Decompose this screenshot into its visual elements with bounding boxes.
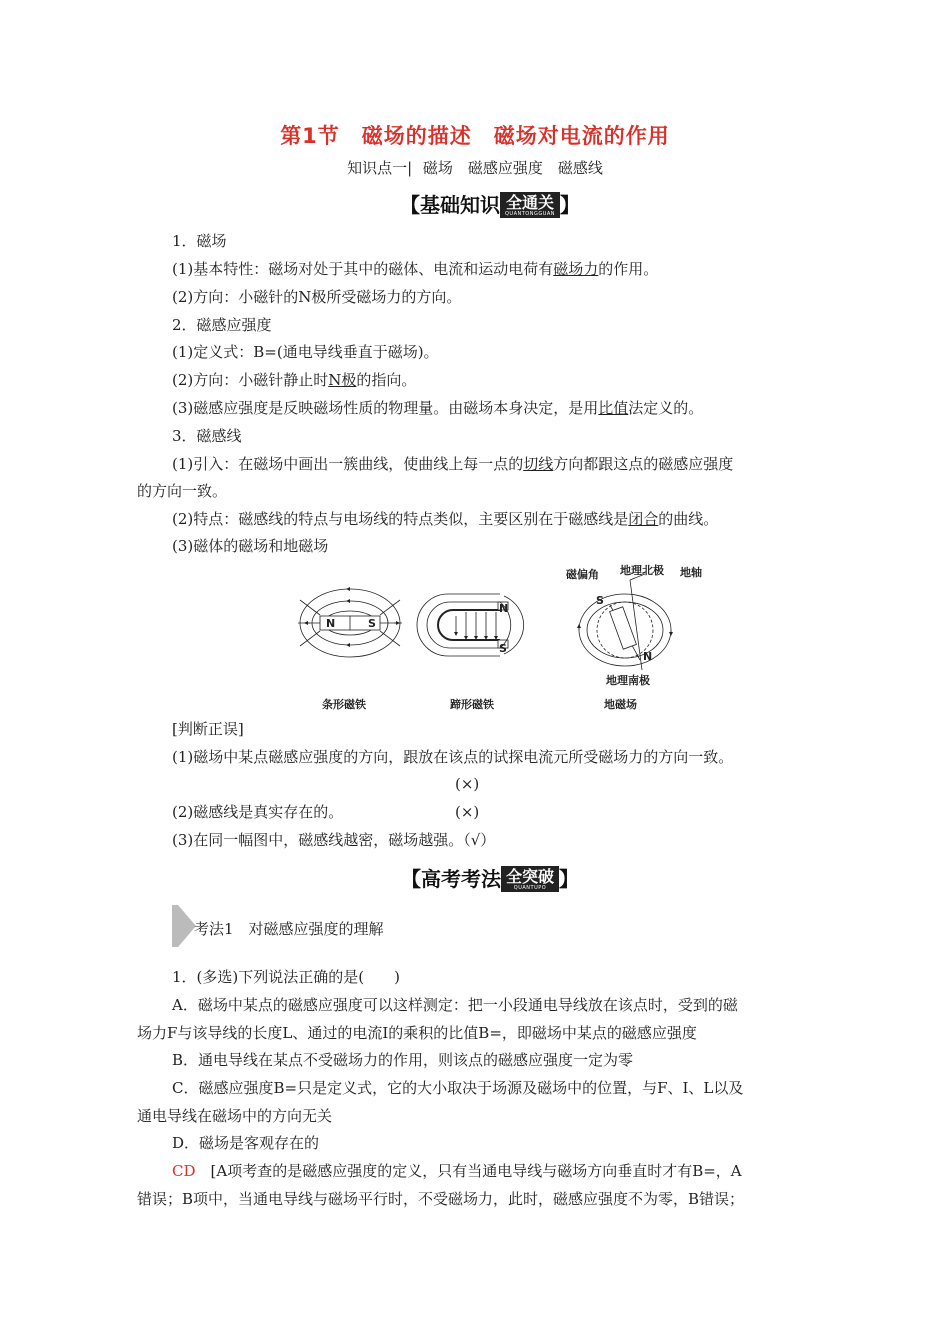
banner-tag <box>500 192 560 218</box>
text-line <box>172 454 862 474</box>
banner-tag-pinyin: QUANTUPO <box>513 884 547 891</box>
judge-answer-2: (×) <box>455 803 480 821</box>
option-c-line-2: 通电导线在磁场中的方向无关 <box>137 1107 333 1125</box>
banner-tag <box>501 866 559 892</box>
text-span: (1)基本特性：磁场对处于其中的磁体、电流和运动电荷有 <box>172 260 554 278</box>
banner-exam-methods <box>385 862 595 892</box>
method-heading <box>172 905 412 947</box>
text-span: 的作用。 <box>598 260 659 278</box>
text-line <box>172 398 862 418</box>
explanation-line-2: 错误；B项中，当通电导线与磁场平行时，不受磁场力，此时，磁感应强度不为零，B错误； <box>137 1190 745 1208</box>
banner-end: 】 <box>560 192 581 217</box>
text-line <box>172 509 862 529</box>
underlined-answer: 比值 <box>598 399 629 417</box>
banner-main-text: 【高考考法 <box>400 866 501 891</box>
answer-key: CD <box>172 1162 196 1180</box>
section-subtitle: 知识点一| 磁场 磁感应强度 磁感线 <box>347 159 603 177</box>
text-line: 的方向一致。 <box>137 482 228 500</box>
banner-tag-text: 全突破 <box>505 866 554 886</box>
text-span: (2)方向：小磁针静止时 <box>172 371 329 389</box>
bar-magnet-diagram <box>298 589 402 657</box>
banner-main-text: 【基础知识 <box>399 192 500 217</box>
text-span: (1)引入：在磁场中画出一簇曲线，使曲线上每一点的 <box>172 455 524 473</box>
caption-horseshoe-magnet: 蹄形磁铁 <box>450 698 494 711</box>
text-line: (2)方向：小磁针的N极所受磁场力的方向。 <box>172 288 462 306</box>
text-line: (3)磁体的磁场和地磁场 <box>172 537 329 555</box>
heading-induction-intensity: 2．磁感应强度 <box>172 316 272 334</box>
option-a-line-2: 场力F与该导线的长度L、通过的电流I的乘积的比值B=，即磁场中某点的磁感应强度 <box>137 1024 697 1042</box>
question-stem: 1．(多选)下列说法正确的是( ) <box>172 968 400 986</box>
text-line <box>172 370 862 390</box>
underlined-answer: 切线 <box>523 455 554 473</box>
option-c-line-1: C．磁感应强度B=只是定义式，它的大小取决于场源及磁场中的位置，与F、I、L以及 <box>172 1079 744 1097</box>
banner-end: 】 <box>559 866 579 891</box>
bar-magnet-n-label: N <box>326 617 336 630</box>
text-span: 方向都跟这点的磁感应强度 <box>553 455 734 473</box>
judge-item-2: (2)磁感线是真实存在的。 <box>172 803 344 821</box>
text-span: 的指向。 <box>356 371 417 389</box>
underlined-answer: 闭合 <box>628 510 659 528</box>
heading-magnetic-field: 1．磁场 <box>172 232 227 250</box>
banner-tag-text: 全通关 <box>505 192 554 212</box>
geo-north-label: 地理北极 <box>620 564 664 577</box>
bar-magnet-s-label: S <box>368 617 376 630</box>
earth-field-diagram <box>579 574 671 670</box>
banner-tag-pinyin: QUANTONGGUAN <box>504 210 556 217</box>
judge-heading: [判断正误] <box>172 720 244 738</box>
method-heading-text: 考法1 对磁感应强度的理解 <box>194 920 384 938</box>
judge-answer-1: (×) <box>455 775 480 793</box>
text-span: (3)磁感应强度是反映磁场性质的物理量。由磁场本身决定，是用 <box>172 399 599 417</box>
text-span: (2)特点：磁感线的特点与电场线的特点类似，主要区别在于磁感线是 <box>172 510 629 528</box>
heading-field-lines: 3．磁感线 <box>172 427 242 445</box>
judge-item-3: (3)在同一幅图中，磁感线越密，磁场越强。（√） <box>172 831 496 849</box>
text-span: 的曲线。 <box>658 510 719 528</box>
text-span: 法定义的。 <box>628 399 704 417</box>
magnetic-field-figure <box>290 560 730 720</box>
earth-s-label: S <box>596 594 604 607</box>
geo-south-label: 地理南极 <box>606 674 650 687</box>
caption-bar-magnet: 条形磁铁 <box>322 698 366 711</box>
underlined-answer: N极 <box>328 371 357 389</box>
declination-label: 磁偏角 <box>566 568 599 581</box>
option-b: B．通电导线在某点不受磁场力的作用，则该点的磁感应强度一定为零 <box>172 1051 634 1069</box>
caption-earth-field: 地磁场 <box>604 698 637 711</box>
explanation-line-1 <box>172 1161 862 1181</box>
banner-basic-knowledge <box>385 188 595 218</box>
option-d: D．磁场是客观存在的 <box>172 1134 320 1152</box>
page-title: 第1节 磁场的描述 磁场对电流的作用 <box>280 124 670 148</box>
text-line: (1)定义式：B=(通电导线垂直于磁场)。 <box>172 343 439 361</box>
underlined-answer: 磁场力 <box>553 260 599 278</box>
earth-n-label: N <box>643 650 653 663</box>
text-line <box>172 259 862 279</box>
explanation-text: [A项考查的是磁感应强度的定义，只有当通电导线与磁场方向垂直时才有B=，A <box>195 1162 742 1180</box>
judge-item-1: (1)磁场中某点磁感应强度的方向，跟放在该点的试探电流元所受磁场力的方向一致。 <box>172 748 734 766</box>
horseshoe-n-label: N <box>499 602 509 615</box>
horseshoe-s-label: S <box>499 642 507 655</box>
earth-axis-label: 地轴 <box>680 566 702 579</box>
option-a-line-1: A．磁场中某点的磁感应强度可以这样测定：把一小段通电导线放在该点时，受到的磁 <box>172 996 738 1014</box>
